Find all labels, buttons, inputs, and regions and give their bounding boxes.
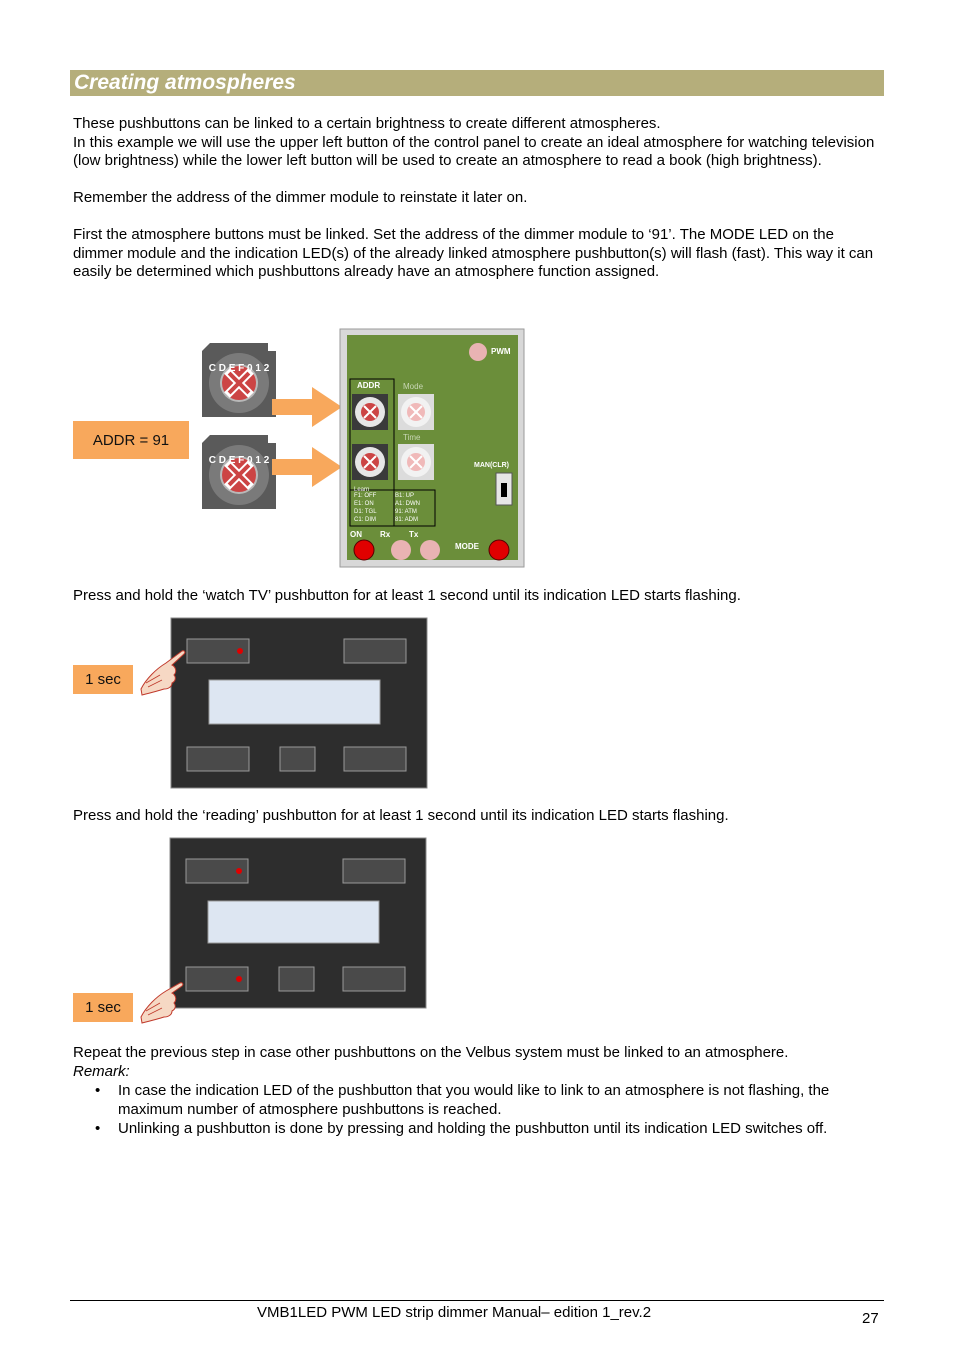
panel-display: [209, 680, 380, 724]
step2-callout: [73, 993, 133, 1022]
control-panel-1: [138, 617, 430, 789]
indicator-led: [237, 648, 243, 654]
addr-dial-units: [202, 435, 276, 509]
panel-display: [208, 901, 379, 943]
button-top-right: [343, 859, 405, 883]
control-panel-2: [138, 837, 430, 1027]
page-number: 27: [862, 1310, 879, 1327]
addr-callout-text: ADDR = 91: [92, 431, 170, 449]
intro-p4: First the atmosphere buttons must be linked. Set the address of the dimmer module to ‘91’. The MODE LED on the dimmer module and the indication LED(s) of the already linked atmosphere pushbutton(s) will flash (fast). This way it can easily be determined which pushbuttons already have an atmosphere function assigned.: [73, 226, 874, 280]
code-d1: D1: TGL: [354, 509, 377, 515]
indicator-led: [236, 976, 242, 982]
step2-callout-text: 1 sec: [85, 999, 121, 1016]
code-81: 81: ADM: [395, 517, 419, 523]
code-a1: A1: DWN: [395, 501, 421, 507]
code-b1: B1: UP: [395, 493, 415, 499]
list-item: • In case the indication LED of the pushbutton that you would like to link to an atmosphere is not flashing, the maximum number of atmosphere pushbuttons is reached.: [73, 1081, 885, 1119]
button-bottom-middle: [280, 747, 315, 771]
code-91: 91: ATM: [395, 509, 417, 515]
code-e1: E1: ON: [354, 501, 374, 507]
repeat-text: Repeat the previous step in case other pushbuttons on the Velbus system must be linked to an atmosphere.: [73, 1044, 789, 1061]
button-top-right: [344, 639, 406, 663]
addr-dial-tens: [202, 343, 276, 417]
intro-p3: Remember the address of the dimmer module to reinstate it later on.: [73, 189, 528, 206]
svg-text:C D E F 0 1 2: C D E F 0 1 2: [208, 363, 270, 374]
footer-divider: [70, 1300, 884, 1301]
step1-callout: [73, 665, 133, 694]
list-item: • Unlinking a pushbutton is done by pressing and holding the pushbutton until its indication LED switches off.: [73, 1119, 885, 1138]
closing-block: [73, 1044, 885, 1138]
learn-label: Learn: [354, 487, 370, 493]
mode-led-label: MODE: [455, 542, 479, 551]
pwm-label: PWM: [491, 347, 511, 356]
svg-text:C D E F 0 1 2: C D E F 0 1 2: [208, 455, 270, 466]
addr-label: ADDR: [357, 381, 381, 390]
button-bottom-right: [344, 747, 406, 771]
remark-list: [73, 1081, 885, 1138]
mode-label: Mode: [403, 382, 424, 391]
intro-block: [73, 115, 885, 282]
addr-callout: [73, 421, 189, 459]
rx-label: Rx: [380, 530, 391, 539]
step1-text: Press and hold the ‘watch TV’ pushbutton for at least 1 second until its indication LED starts flashing.: [73, 587, 741, 604]
section-title: Creating atmospheres: [74, 71, 296, 94]
tx-label: Tx: [409, 530, 419, 539]
button-bottom-right: [343, 967, 405, 991]
indicator-led: [236, 868, 242, 874]
step2-text: Press and hold the ‘reading’ pushbutton for at least 1 second until its indication LED starts flashing.: [73, 807, 729, 824]
intro-p2: In this example we will use the upper left button of the control panel to create an ideal atmosphere for watching television (low brightness) while the lower left button will be used to create an atmosphere to read a book (high brightness).: [73, 133, 875, 169]
button-bottom-left: [187, 747, 249, 771]
code-f1: F1: OFF: [354, 493, 377, 499]
button-bottom-middle: [279, 967, 314, 991]
time-label: Time: [403, 433, 421, 442]
dimmer-diagram: [195, 325, 535, 575]
manclr-label: MAN(CLR): [474, 462, 509, 469]
on-label: ON: [350, 530, 362, 539]
arrow-right-icon: [272, 447, 342, 487]
code-c1: C1: DIM: [354, 517, 377, 523]
step1-callout-text: 1 sec: [85, 671, 121, 688]
on-led: [354, 540, 374, 560]
section-title-bar: [70, 70, 884, 96]
intro-p1: These pushbuttons can be linked to a certain brightness to create different atmospheres.: [73, 115, 661, 132]
mode-led: [489, 540, 509, 560]
arrow-right-icon: [272, 387, 342, 427]
footer-title: VMB1LED PWM LED strip dimmer Manual– edition 1_rev.2: [257, 1304, 652, 1321]
remark-label: Remark:: [73, 1062, 130, 1080]
